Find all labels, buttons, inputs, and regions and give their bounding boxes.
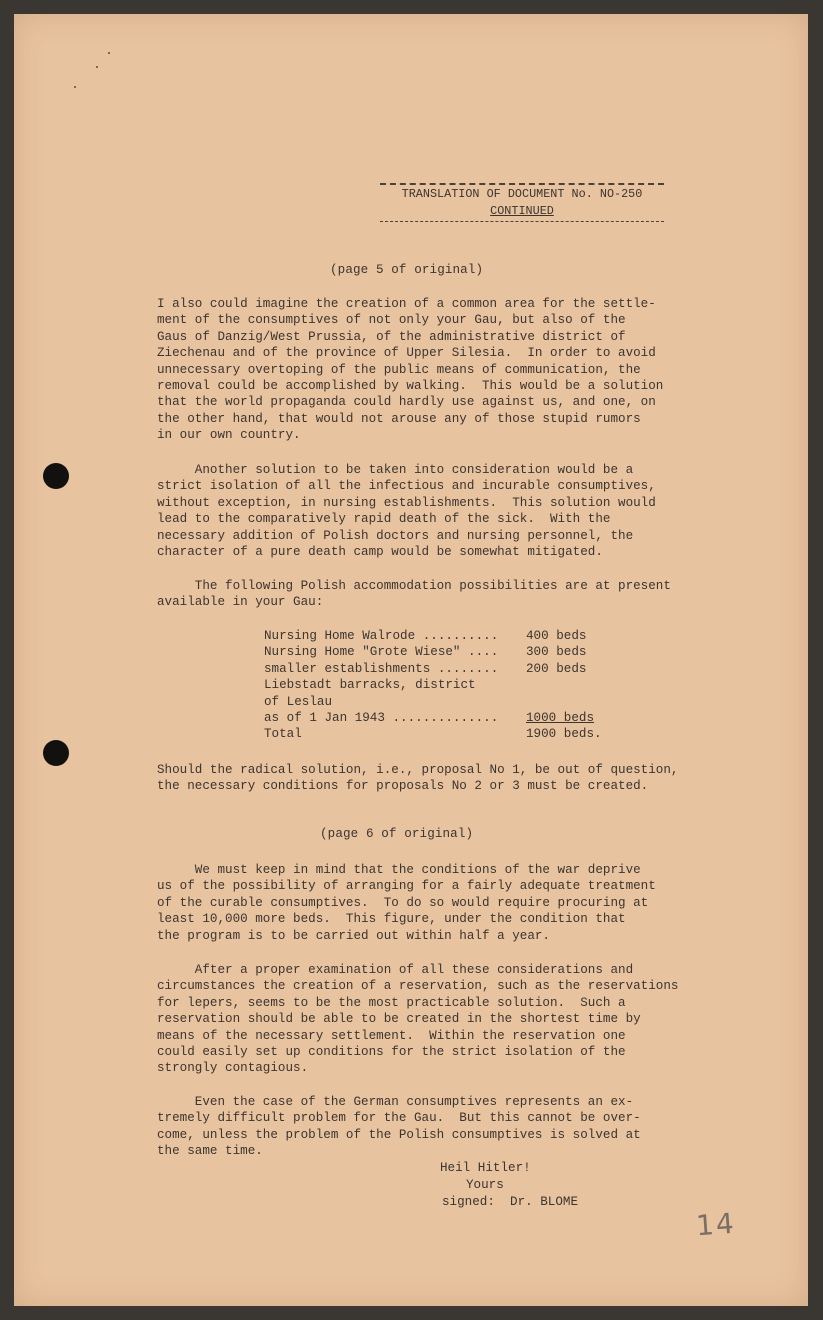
document-header bbox=[380, 183, 664, 222]
paragraph-1: I also could imagine the creation of a common area for the settle- ment of the consumptives of not only your Gau, but also of the Gaus of Danzig/West Prussia, of the administrative district of Ziechenau and of the province of Upper Silesia. In order to avoid unnecessary overtoping of the public means of communication, the removal could be accomplished by walking. This would be a solution that the world propaganda could hardly use against us, and one, on the other hand, that would not arouse any of those stupid rumors in our own country. bbox=[157, 297, 664, 443]
closing-yours: Yours bbox=[466, 1178, 504, 1192]
page-5-marker: (page 5 of original) bbox=[330, 263, 484, 277]
table-row: of Leslau bbox=[264, 694, 333, 709]
paragraph-6: After a proper examination of all these considerations and circumstances the creation of a reservation, such as the reservations for lepers, seems to be the most practicable solution. Such a reservation should be able to be created in the shortest time by means of the necessary settlement. Within the reservation one could easily set up conditions for the strict isolation of the strongly contagious. bbox=[157, 963, 679, 1076]
paragraph-5: We must keep in mind that the conditions of the war deprive us of the possibility of arranging for a fairly adequate treatment of the curable consumptives. To do so would require procuring at least 10,000 more beds. This figure, under the condition that the program is to be carried out within half a year. bbox=[157, 863, 656, 943]
punch-hole-lower bbox=[43, 740, 69, 766]
closing-salute: Heil Hitler! bbox=[440, 1161, 531, 1175]
header-rule-top bbox=[380, 183, 664, 185]
paragraph-4: Should the radical solution, i.e., proposal No 1, be out of question, the necessary conditions for proposals No 2 or 3 must be created. bbox=[157, 763, 679, 794]
table-row-total: Total 1900 beds. bbox=[264, 727, 602, 742]
table-row: smaller establishments ........ 200 beds bbox=[264, 661, 587, 676]
paper-speck bbox=[96, 66, 98, 68]
header-continued: CONTINUED bbox=[490, 204, 554, 218]
paragraph-2: Another solution to be taken into consideration would be a strict isolation of all the infectious and incurable consumptives, without exception, in nursing establishments. This solution would lead to the comparatively rapid death of the sick. With the necessary addition of Polish doctors and nursing personnel, the character of a pure death camp would be somewhat mitigated. bbox=[157, 463, 656, 560]
table-row: as of 1 Jan 1943 .............. 1000 beds bbox=[264, 710, 595, 725]
table-row: Nursing Home Walrode .......... 400 beds bbox=[264, 629, 587, 643]
punch-hole-upper bbox=[43, 463, 69, 489]
paper-speck bbox=[108, 52, 110, 54]
accommodation-table bbox=[264, 628, 624, 743]
signature-line: signed: Dr. BLOME bbox=[442, 1195, 579, 1209]
paragraph-3: The following Polish accommodation possibilities are at present available in your Gau: bbox=[157, 579, 671, 610]
paragraph-7: Even the case of the German consumptives represents an ex- tremely difficult problem for the Gau. But this cannot be over- come, unless the problem of the Polish consumptives is solved at the same time. bbox=[157, 1095, 641, 1159]
handwritten-page-number: 14 bbox=[694, 1206, 737, 1243]
page-6-marker: (page 6 of original) bbox=[320, 827, 474, 841]
table-row: Nursing Home "Grote Wiese" .... 300 beds bbox=[264, 645, 587, 660]
header-rule-bottom bbox=[380, 221, 664, 222]
header-title: TRANSLATION OF DOCUMENT No. NO-250 bbox=[401, 187, 643, 201]
paper-speck bbox=[74, 86, 76, 88]
table-row: Liebstadt barracks, district bbox=[264, 678, 476, 693]
